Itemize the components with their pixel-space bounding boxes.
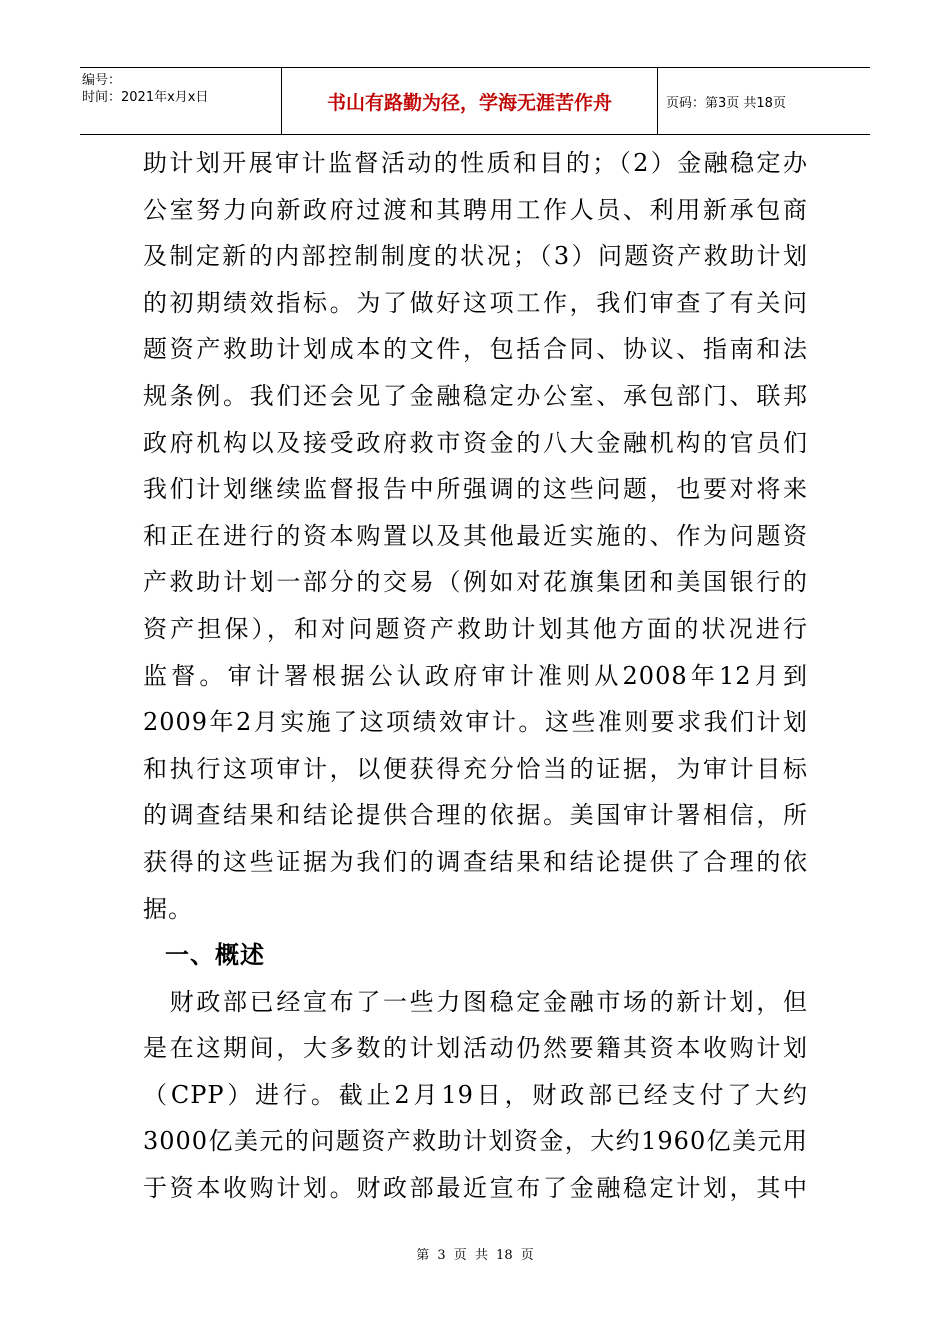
document-header	[80, 67, 870, 135]
text-line: 产救助计划一部分的交易（例如对花旗集团和美国银行的	[143, 568, 808, 597]
text-line: 资产担保），和对问题资产救助计划其他方面的状况进行	[143, 614, 808, 643]
text-line: 获得的这些证据为我们的调查结果和结论提供了合理的依	[143, 847, 808, 876]
text-line: 公室努力向新政府过渡和其聘用工作人员、利用新承包商	[143, 195, 808, 224]
text-line: 题资产救助计划成本的文件，包括合同、协议、指南和法	[143, 335, 808, 364]
page-footer: 第 3 页 共 18 页	[416, 1248, 534, 1263]
text-line: 的初期绩效指标。为了做好这项工作，我们审查了有关问	[143, 288, 808, 317]
text-line: 的调查结果和结论提供合理的依据。美国审计署相信，所	[143, 801, 808, 830]
text-line: 和正在进行的资本购置以及其他最近实施的、作为问题资	[143, 521, 808, 550]
text-line: 于资本收购计划。财政部最近宣布了金融稳定计划，其中	[143, 1174, 808, 1203]
text-line: 监督。审计署根据公认政府审计准则从2008年12月到	[143, 661, 808, 690]
number-label: 编号：	[82, 73, 122, 88]
header-meta	[80, 68, 282, 134]
time-label: 时间：2021年x月x日	[82, 90, 209, 105]
header-motto: 书山有路勤为径，学海无涯苦作舟	[282, 68, 658, 134]
text-line: 和执行这项审计，以便获得充分恰当的证据，为审计目标	[143, 754, 808, 783]
text-line: 是在这期间，大多数的计划活动仍然要籍其资本收购计划	[143, 1034, 808, 1063]
text-line: 政府机构以及接受政府救市资金的八大金融机构的官员们	[143, 428, 808, 457]
text-line: 据。	[143, 894, 193, 923]
text-line: （CPP）进行。截止2月19日，财政部已经支付了大约	[143, 1080, 808, 1109]
text-line: 3000亿美元的问题资产救助计划资金，大约1960亿美元用	[143, 1127, 808, 1156]
text-line: 2009年2月实施了这项绩效审计。这些准则要求我们计划	[143, 708, 808, 737]
text-line: 规条例。我们还会见了金融稳定办公室、承包部门、联邦	[143, 381, 808, 410]
body-text	[143, 140, 808, 1212]
section-heading: 一、概述	[165, 941, 265, 970]
text-line: 及制定新的内部控制制度的状况；（3）问题资产救助计划	[143, 242, 808, 271]
header-page-info: 页码：第3页 共18页	[666, 95, 786, 111]
text-line: 财政部已经宣布了一些力图稳定金融市场的新计划，但	[143, 987, 808, 1016]
text-line: 我们计划继续监督报告中所强调的这些问题，也要对将来	[143, 475, 808, 504]
text-line: 助计划开展审计监督活动的性质和目的；（2）金融稳定办	[143, 149, 808, 177]
